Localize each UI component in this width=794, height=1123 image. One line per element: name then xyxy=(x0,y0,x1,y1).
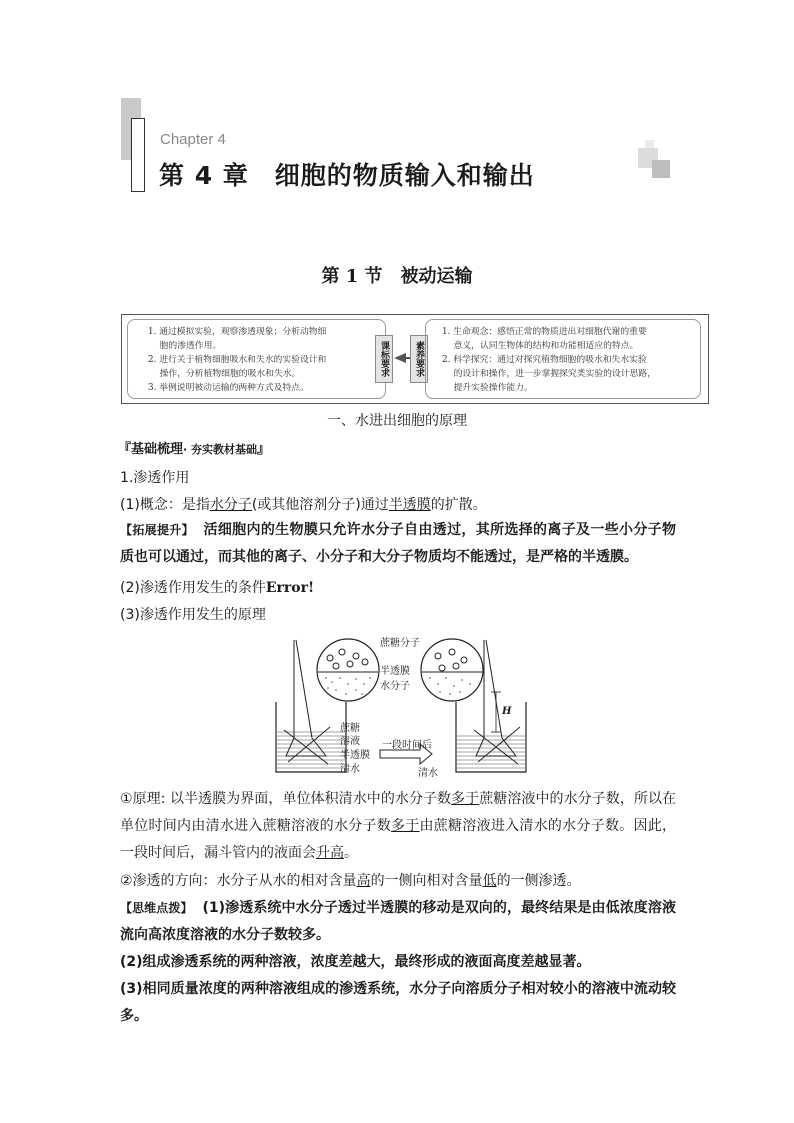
label-after-time: 一段时间后 xyxy=(382,740,432,751)
literacy-item: 的设计和操作，进一步掌握探究类实验的设计思路， xyxy=(442,369,656,379)
condition-line: (2)渗透作用发生的条件Error! xyxy=(120,580,315,596)
literacy-requirements-list xyxy=(442,325,698,395)
literacy-item: 提升实验操作能力。 xyxy=(442,383,533,393)
label-sucrose: 蔗糖 xyxy=(340,723,360,734)
concept-line: (1)概念：是指水分子(或其他溶剂分子)通过半透膜的扩散。 xyxy=(120,497,487,513)
section-title: 第 1 节 被动运输 xyxy=(321,266,473,287)
subsection-heading: 一、水进出细胞的原理 xyxy=(327,413,467,429)
label-height: H xyxy=(502,706,512,717)
label-membrane: 半透膜 xyxy=(340,750,370,761)
corner-bracket-icon: 『 xyxy=(118,442,132,457)
thinking-paragraph-2: (2)组成渗透系统的两种溶液，浓度差越大，最终形成的液面高度差越显著。 xyxy=(120,954,591,970)
corner-bracket-icon: 』 xyxy=(257,442,271,457)
thinking-paragraph-3: (3)相同质量浓度的两种溶液组成的渗透系统，水分子向溶质分子相对较小的溶液中流动较多。 xyxy=(120,981,676,1024)
curriculum-item: 1. 通过模拟实验，观察渗透现象；分析动物细 xyxy=(148,327,327,337)
label-membrane-top: 半透膜 xyxy=(380,666,410,677)
decor-square xyxy=(652,160,670,178)
curriculum-item: 3. 举例说明被动运输的两种方式及特点。 xyxy=(148,383,309,393)
thinking-paragraph-1: 【思维点拨】 (1)渗透系统中水分子透过半透膜的移动是双向的，最终结果是由低浓度溶液流向高浓度溶液的水分子数较多。 xyxy=(120,900,676,943)
chapter-title: 第 4 章 细胞的物质输入和输出 xyxy=(159,161,535,190)
label-solution: 溶液 xyxy=(340,736,360,747)
extend-paragraph: 【拓展提升】 活细胞内的生物膜只允许水分子自由透过，其所选择的离子及一些小分子物质也可以通过，而其他的离子、小分子和大分子物质均不能透过，是严格的半透膜。 xyxy=(120,522,676,565)
curriculum-item: 操作，分析植物细胞的吸水和失水。 xyxy=(148,369,301,379)
curriculum-tag: 课标要求 xyxy=(375,335,393,383)
chapter-decor-outline xyxy=(131,118,145,192)
literacy-tag: 素养要求 xyxy=(410,335,428,383)
curriculum-requirements-list xyxy=(148,325,383,395)
literacy-item: 2. 科学探究：通过对探究植物细胞的吸水和失水实验 xyxy=(442,355,647,365)
literacy-requirements-panel xyxy=(425,319,701,399)
osmosis-figure xyxy=(270,632,530,780)
curriculum-item: 2. 进行关于植物细胞吸水和失水的实验设计和 xyxy=(148,355,327,365)
label-water-molecule: 水分子 xyxy=(380,681,410,692)
principle-paragraph: ①原理: 以半透膜为界面，单位体积清水中的水分子数多于蔗糖溶液中的水分子数，所以在单位时间内由清水进入蔗糖溶液的水分子数多于由蔗糖溶液进入清水的水分子数。因此，一段时间后，漏斗管内的液面会升高。 xyxy=(120,791,677,861)
literacy-item: 1. 生命观念：感悟正常的物质进出对细胞代谢的重要 xyxy=(442,327,647,337)
basics-tag: 『基础梳理· 夯实教材基础』 xyxy=(118,442,271,457)
literacy-item: 意义，认同生物体的结构和功能相适应的特点。 xyxy=(442,341,639,351)
curriculum-requirements-panel xyxy=(127,319,386,399)
osmosis-diagram xyxy=(270,632,530,780)
label-sucrose-molecule: 蔗糖分子 xyxy=(380,638,420,649)
principle-heading: (3)渗透作用发生的原理 xyxy=(120,607,266,623)
requirements-box xyxy=(121,314,709,404)
label-water-left: 清水 xyxy=(340,764,360,775)
direction-paragraph: ②渗透的方向：水分子从水的相对含量高的一侧向相对含量低的一侧渗透。 xyxy=(120,873,581,889)
curriculum-item: 胞的渗透作用。 xyxy=(148,341,222,351)
label-water-right: 清水 xyxy=(418,768,438,779)
osmosis-heading: 1.渗透作用 xyxy=(120,470,190,486)
chapter-label-english: Chapter 4 xyxy=(160,131,226,148)
